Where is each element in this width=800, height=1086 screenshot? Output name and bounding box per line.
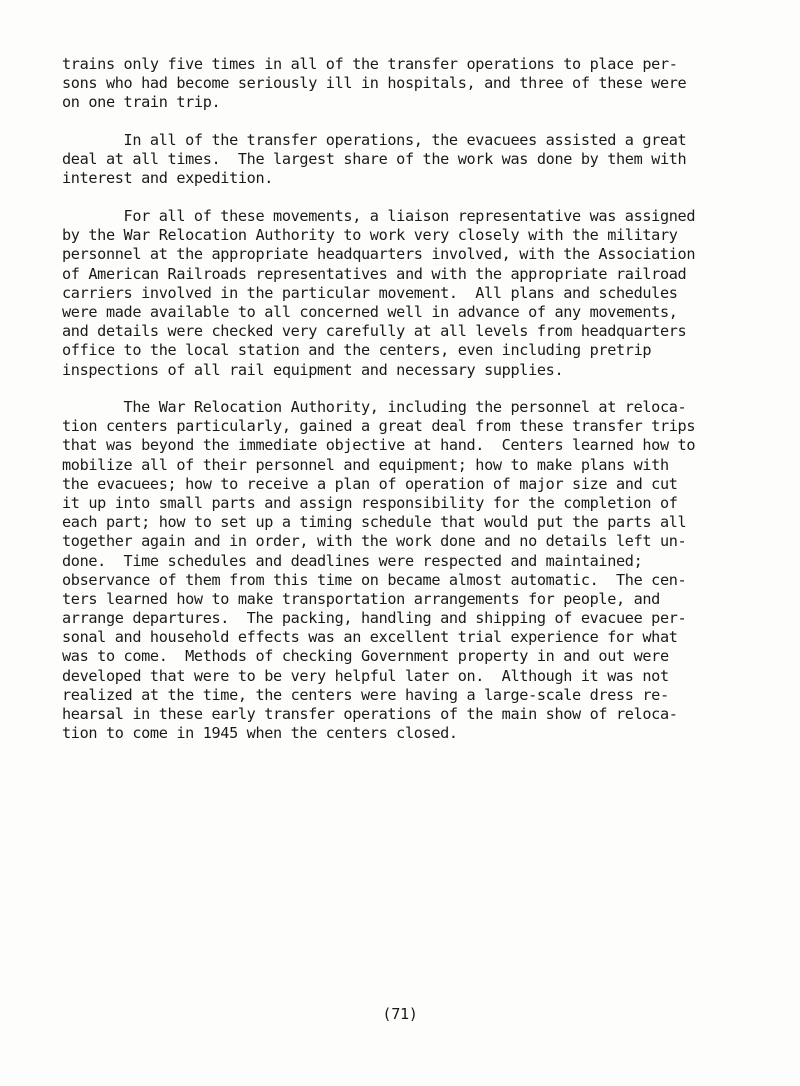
text-line: inspections of all rail equipment and necessary supplies.: [62, 360, 564, 379]
text-line: were made available to all concerned well in advance of any movements,: [62, 302, 678, 321]
text-line: arrange departures. The packing, handling and shipping of evacuee per-: [62, 609, 687, 628]
text-line: In all of the transfer operations, the evacuees assisted a great: [62, 131, 687, 149]
paragraph-1: [62, 55, 752, 113]
text-line: together again and in order, with the work done and no details left un-: [62, 532, 687, 551]
text-line: ters learned how to make transportation arrangements for people, and: [62, 589, 660, 608]
text-line: realized at the time, the centers were having a large-scale dress re-: [62, 685, 669, 704]
paragraph-4: [62, 398, 752, 743]
text-line: it up into small parts and assign responsibility for the completion of: [62, 493, 678, 512]
text-line: observance of them from this time on became almost automatic. The cen-: [62, 570, 687, 589]
text-line: carriers involved in the particular movement. All plans and schedules: [62, 283, 678, 302]
text-line: tion to come in 1945 when the centers closed.: [62, 724, 458, 743]
text-line: that was beyond the immediate objective at hand. Centers learned how to: [62, 436, 696, 455]
text-line: sonal and household effects was an excellent trial experience for what: [62, 628, 678, 647]
text-line: hearsal in these early transfer operations of the main show of reloca-: [62, 705, 678, 723]
text-line: interest and expedition.: [62, 169, 274, 188]
text-line: of American Railroads representatives and with the appropriate railroad: [62, 264, 687, 283]
text-line: and details were checked very carefully at all levels from headquarters: [62, 322, 687, 341]
text-line: by the War Relocation Authority to work very closely with the military: [62, 226, 678, 245]
text-line: trains only five times in all of the transfer operations to place per-: [62, 55, 678, 73]
paragraph-3: [62, 207, 752, 380]
text-line: developed that were to be very helpful later on. Although it was not: [62, 666, 669, 685]
page-number: (71): [382, 1005, 418, 1023]
text-line: For all of these movements, a liaison representative was assigned: [62, 207, 696, 225]
text-line: on one train trip.: [62, 93, 221, 112]
text-line: each part; how to set up a timing schedule that would put the parts all: [62, 513, 687, 532]
text-line: office to the local station and the centers, even including pretrip: [62, 341, 652, 360]
paragraph-2: [62, 131, 752, 189]
text-line: sons who had become seriously ill in hospitals, and three of these were: [62, 74, 687, 93]
text-line: was to come. Methods of checking Government property in and out were: [62, 647, 669, 666]
text-line: personnel at the appropriate headquarters involved, with the Association: [62, 245, 696, 264]
text-line: the evacuees; how to receive a plan of operation of major size and cut: [62, 474, 678, 493]
text-line: deal at all times. The largest share of the work was done by them with: [62, 150, 687, 169]
text-line: done. Time schedules and deadlines were respected and maintained;: [62, 551, 643, 570]
text-line: tion centers particularly, gained a great deal from these transfer trips: [62, 417, 696, 436]
text-line: The War Relocation Authority, including the personnel at reloca-: [62, 398, 687, 416]
text-line: mobilize all of their personnel and equipment; how to make plans with: [62, 455, 669, 474]
